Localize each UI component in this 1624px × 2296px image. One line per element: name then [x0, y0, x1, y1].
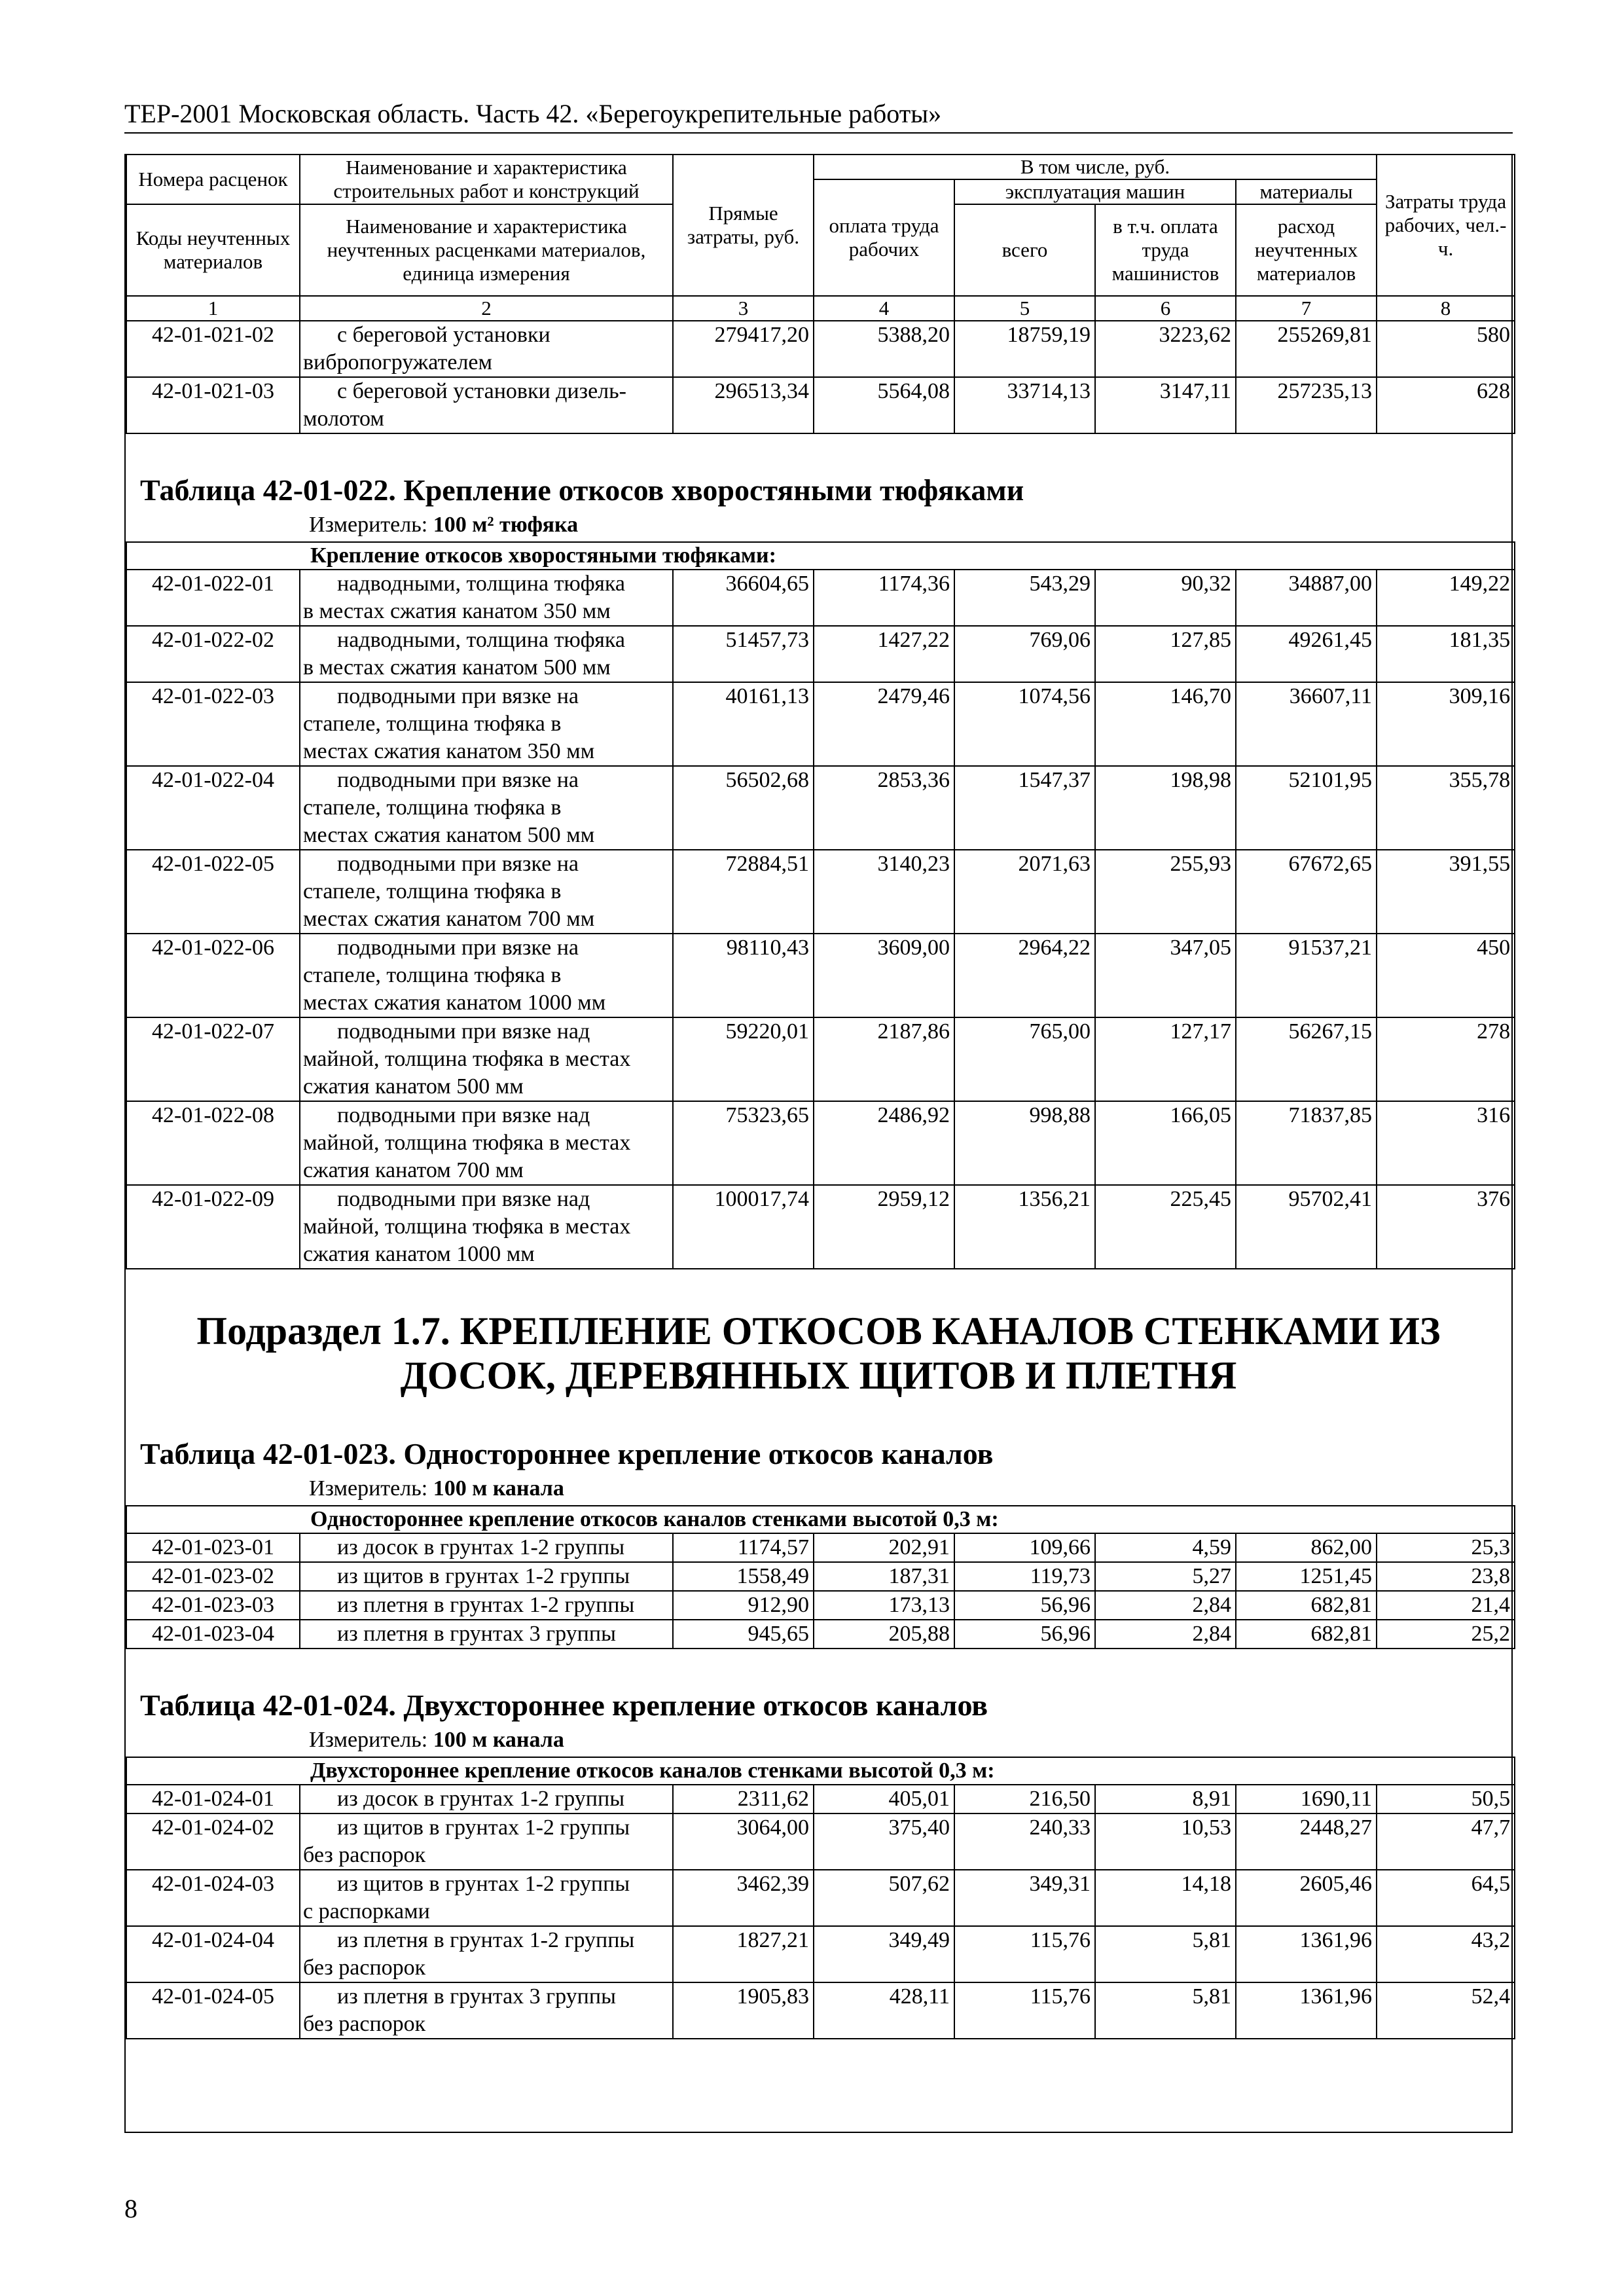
value-cell: 2959,12: [814, 1185, 954, 1269]
value-cell: 769,06: [954, 626, 1095, 682]
value-cell: 216,50: [954, 1785, 1095, 1813]
description-line: подводными при вязке на: [337, 852, 579, 876]
value-cell: 3462,39: [673, 1870, 814, 1926]
table-row: [126, 1620, 1515, 1649]
value-cell: 5388,20: [814, 321, 954, 377]
value-cell: 52,4: [1377, 1982, 1515, 2039]
description-line: подводными при вязке на: [337, 768, 579, 792]
description-line: молотом: [303, 407, 384, 431]
work-description: [300, 1533, 673, 1562]
table-row: [126, 626, 1515, 682]
col5-header: всего: [954, 204, 1095, 296]
table-024-unit: [126, 1724, 1511, 1757]
value-cell: 115,76: [954, 1926, 1095, 1982]
rate-code: 42-01-024-03: [126, 1870, 300, 1926]
value-cell: 1827,21: [673, 1926, 814, 1982]
value-cell: 1361,96: [1236, 1982, 1377, 2039]
value-cell: 945,65: [673, 1620, 814, 1649]
value-cell: 2605,46: [1236, 1870, 1377, 1926]
value-cell: 56,96: [954, 1591, 1095, 1620]
table-022-title: Таблица 42-01-022. Крепление откосов хворостяными тюфяками: [140, 473, 1024, 507]
value-cell: 1361,96: [1236, 1926, 1377, 1982]
description-line: майной, толщина тюфяка в местах: [303, 1131, 631, 1155]
description-line: из плетня в грунтах 1-2 группы: [337, 1593, 635, 1617]
work-description: [300, 682, 673, 766]
value-cell: 5,81: [1095, 1926, 1236, 1982]
value-cell: 2311,62: [673, 1785, 814, 1813]
rate-code: 42-01-022-02: [126, 626, 300, 682]
value-cell: 14,18: [1095, 1870, 1236, 1926]
rate-code: 42-01-023-04: [126, 1620, 300, 1649]
materials-header: материалы: [1236, 179, 1377, 204]
value-cell: 257235,13: [1236, 377, 1377, 433]
rate-code: 42-01-022-05: [126, 850, 300, 934]
value-cell: 296513,34: [673, 377, 814, 433]
rate-code: 42-01-023-03: [126, 1591, 300, 1620]
description-line: местах сжатия канатом 700 мм: [303, 907, 595, 931]
column-number: 2: [300, 296, 673, 321]
col2-bottom-header: Наименование и характеристика неучтенных расценками материалов, единица измерения: [300, 204, 673, 296]
value-cell: 36604,65: [673, 570, 814, 626]
table-023-group-row: Одностороннее крепление откосов каналов стенками высотой 0,3 м:: [126, 1506, 1515, 1533]
value-cell: 225,45: [1095, 1185, 1236, 1269]
value-cell: 2187,86: [814, 1017, 954, 1101]
value-cell: 8,91: [1095, 1785, 1236, 1813]
work-description: [300, 1562, 673, 1591]
value-cell: 279417,20: [673, 321, 814, 377]
work-description: [300, 1813, 673, 1870]
description-line: из досок в грунтах 1-2 группы: [337, 1787, 625, 1811]
table-row: [126, 1533, 1515, 1562]
value-cell: 10,53: [1095, 1813, 1236, 1870]
work-description: [300, 934, 673, 1017]
description-line: в местах сжатия канатом 500 мм: [303, 655, 611, 680]
value-cell: 51457,73: [673, 626, 814, 682]
value-cell: 205,88: [814, 1620, 954, 1649]
top-rows: [126, 321, 1515, 433]
work-description: [300, 626, 673, 682]
value-cell: 278: [1377, 1017, 1515, 1101]
description-line: из щитов в грунтах 1-2 группы: [337, 1872, 630, 1896]
table-022-rows: [126, 570, 1515, 1269]
value-cell: 2964,22: [954, 934, 1095, 1017]
value-cell: 349,49: [814, 1926, 954, 1982]
value-cell: 149,22: [1377, 570, 1515, 626]
value-cell: 21,4: [1377, 1591, 1515, 1620]
rate-code: 42-01-022-06: [126, 934, 300, 1017]
value-cell: 316: [1377, 1101, 1515, 1185]
description-line: стапеле, толщина тюфяка в: [303, 712, 562, 736]
unit-label: Измеритель:: [309, 1728, 428, 1752]
value-cell: 4,59: [1095, 1533, 1236, 1562]
table-row: [126, 1185, 1515, 1269]
value-cell: 36607,11: [1236, 682, 1377, 766]
unit-value: 100 м канала: [433, 1476, 564, 1501]
value-cell: 98110,43: [673, 934, 814, 1017]
work-description: [300, 1620, 673, 1649]
table-024-title: Таблица 42-01-024. Двухстороннее крепление откосов каналов: [140, 1688, 988, 1722]
description-line: с береговой установки: [337, 323, 550, 347]
table-row: [126, 1813, 1515, 1870]
value-cell: 1558,49: [673, 1562, 814, 1591]
table-row: [126, 1870, 1515, 1926]
table-row: [126, 321, 1515, 377]
description-line: без распорок: [303, 1956, 426, 1980]
table-022: [126, 541, 1515, 1269]
value-cell: 1356,21: [954, 1185, 1095, 1269]
table-023-title: Таблица 42-01-023. Одностороннее крепление откосов каналов: [140, 1437, 994, 1470]
value-cell: 202,91: [814, 1533, 954, 1562]
table-024-rows: [126, 1785, 1515, 2039]
running-title: ТЕР-2001 Московская область. Часть 42. «Берегоукрепительные работы»: [124, 99, 942, 128]
value-cell: 25,3: [1377, 1533, 1515, 1562]
description-line: из плетня в грунтах 3 группы: [337, 1984, 616, 2009]
description-line: с распорками: [303, 1899, 430, 1923]
description-line: сжатия канатом 500 мм: [303, 1074, 524, 1099]
description-line: надводными, толщина тюфяка: [337, 628, 625, 652]
value-cell: 1074,56: [954, 682, 1095, 766]
value-cell: 1690,11: [1236, 1785, 1377, 1813]
value-cell: 349,31: [954, 1870, 1095, 1926]
table-023-rows: [126, 1533, 1515, 1649]
header-rule: [124, 132, 1513, 134]
table-row: [126, 1926, 1515, 1982]
rate-code: 42-01-022-04: [126, 766, 300, 850]
table-024-group-row: Двухстороннее крепление откосов каналов стенками высотой 0,3 м:: [126, 1757, 1515, 1785]
value-cell: 71837,85: [1236, 1101, 1377, 1185]
section-title-line2: ДОСОК, ДЕРЕВЯННЫХ ЩИТОВ И ПЛЕТНЯ: [400, 1354, 1237, 1397]
value-cell: 3223,62: [1095, 321, 1236, 377]
value-cell: 2448,27: [1236, 1813, 1377, 1870]
value-cell: 391,55: [1377, 850, 1515, 934]
description-line: надводными, толщина тюфяка: [337, 572, 625, 596]
table-row: [126, 1101, 1515, 1185]
value-cell: 450: [1377, 934, 1515, 1017]
rate-code: 42-01-023-01: [126, 1533, 300, 1562]
value-cell: 543,29: [954, 570, 1095, 626]
description-line: из щитов в грунтах 1-2 группы: [337, 1815, 630, 1840]
value-cell: 127,17: [1095, 1017, 1236, 1101]
value-cell: 580: [1377, 321, 1515, 377]
rate-code: 42-01-024-04: [126, 1926, 300, 1982]
value-cell: 682,81: [1236, 1620, 1377, 1649]
description-line: без распорок: [303, 1843, 426, 1867]
column-number: 7: [1236, 296, 1377, 321]
value-cell: 187,31: [814, 1562, 954, 1591]
col2-top-header: Наименование и характеристика строительных работ и конструкций: [300, 155, 673, 204]
value-cell: 115,76: [954, 1982, 1095, 2039]
description-line: без распорок: [303, 2012, 426, 2036]
value-cell: 1905,83: [673, 1982, 814, 2039]
description-line: из плетня в грунтах 1-2 группы: [337, 1928, 635, 1952]
value-cell: 912,90: [673, 1591, 814, 1620]
value-cell: 146,70: [1095, 682, 1236, 766]
section-title: [126, 1309, 1511, 1398]
value-cell: 355,78: [1377, 766, 1515, 850]
value-cell: 2,84: [1095, 1591, 1236, 1620]
description-line: с береговой установки дизель-: [337, 379, 626, 403]
description-line: подводными при вязке над: [337, 1187, 590, 1211]
value-cell: 3140,23: [814, 850, 954, 934]
value-cell: 2071,63: [954, 850, 1095, 934]
value-cell: 72884,51: [673, 850, 814, 934]
page-number: 8: [124, 2194, 137, 2223]
value-cell: 428,11: [814, 1982, 954, 2039]
section-title-line1: Подраздел 1.7. КРЕПЛЕНИЕ ОТКОСОВ КАНАЛОВ СТЕНКАМИ ИЗ: [196, 1309, 1441, 1353]
table-row: [126, 850, 1515, 934]
value-cell: 2479,46: [814, 682, 954, 766]
rate-code: 42-01-022-07: [126, 1017, 300, 1101]
column-number: 4: [814, 296, 954, 321]
table-row: [126, 377, 1515, 433]
value-cell: 1427,22: [814, 626, 954, 682]
description-line: из досок в грунтах 1-2 группы: [337, 1535, 625, 1559]
value-cell: 56267,15: [1236, 1017, 1377, 1101]
value-cell: 347,05: [1095, 934, 1236, 1017]
machines-header: эксплуатация машин: [954, 179, 1236, 204]
table-row: [126, 570, 1515, 626]
value-cell: 23,8: [1377, 1562, 1515, 1591]
col1-top-header: Номера расценок: [126, 155, 300, 204]
value-cell: 75323,65: [673, 1101, 814, 1185]
work-description: [300, 1926, 673, 1982]
table-023-unit: [126, 1472, 1511, 1505]
value-cell: 682,81: [1236, 1591, 1377, 1620]
main-header-table: [126, 154, 1515, 434]
value-cell: 765,00: [954, 1017, 1095, 1101]
value-cell: 119,73: [954, 1562, 1095, 1591]
value-cell: 181,35: [1377, 626, 1515, 682]
value-cell: 5564,08: [814, 377, 954, 433]
table-row: [126, 1562, 1515, 1591]
col6-header: в т.ч. оплата труда машинистов: [1095, 204, 1236, 296]
col7-header: расход неучтенных материалов: [1236, 204, 1377, 296]
work-description: [300, 1870, 673, 1926]
value-cell: 255269,81: [1236, 321, 1377, 377]
value-cell: 56502,68: [673, 766, 814, 850]
value-cell: 33714,13: [954, 377, 1095, 433]
value-cell: 47,7: [1377, 1813, 1515, 1870]
work-description: [300, 1185, 673, 1269]
value-cell: 3609,00: [814, 934, 954, 1017]
description-line: подводными при вязке на: [337, 684, 579, 708]
description-line: подводными при вязке над: [337, 1019, 590, 1044]
description-line: стапеле, толщина тюфяка в: [303, 963, 562, 987]
work-description: [300, 1017, 673, 1101]
work-description: [300, 570, 673, 626]
value-cell: 91537,21: [1236, 934, 1377, 1017]
value-cell: 375,40: [814, 1813, 954, 1870]
value-cell: 18759,19: [954, 321, 1095, 377]
column-number: 3: [673, 296, 814, 321]
value-cell: 998,88: [954, 1101, 1095, 1185]
group-header: В том числе, руб.: [814, 155, 1377, 179]
description-line: местах сжатия канатом 350 мм: [303, 739, 595, 763]
value-cell: 49261,45: [1236, 626, 1377, 682]
work-description: [300, 1982, 673, 2039]
value-cell: 67672,65: [1236, 850, 1377, 934]
table-row: [126, 934, 1515, 1017]
col1-bottom-header: Коды неучтенных материалов: [126, 204, 300, 296]
description-line: в местах сжатия канатом 350 мм: [303, 599, 611, 623]
rate-code: 42-01-024-05: [126, 1982, 300, 2039]
rate-code: 42-01-024-01: [126, 1785, 300, 1813]
table-row: [126, 1982, 1515, 2039]
value-cell: 405,01: [814, 1785, 954, 1813]
description-line: майной, толщина тюфяка в местах: [303, 1214, 631, 1239]
value-cell: 109,66: [954, 1533, 1095, 1562]
value-cell: 5,27: [1095, 1562, 1236, 1591]
work-description: [300, 377, 673, 433]
description-line: подводными при вязке на: [337, 936, 579, 960]
col8-header: Затраты труда рабочих, чел.-ч.: [1377, 155, 1515, 296]
unit-value: 100 м² тюфяка: [433, 513, 579, 537]
column-numbers-row: [126, 296, 1515, 321]
description-line: из щитов в грунтах 1-2 группы: [337, 1564, 630, 1588]
value-cell: 309,16: [1377, 682, 1515, 766]
value-cell: 127,85: [1095, 626, 1236, 682]
value-cell: 255,93: [1095, 850, 1236, 934]
table-023: [126, 1505, 1515, 1649]
col3-header: Прямые затраты, руб.: [673, 155, 814, 296]
column-number: 5: [954, 296, 1095, 321]
value-cell: 64,5: [1377, 1870, 1515, 1926]
work-description: [300, 850, 673, 934]
table-022-group-row: Крепление откосов хворостяными тюфяками:: [126, 542, 1515, 570]
value-cell: 40161,13: [673, 682, 814, 766]
value-cell: 1547,37: [954, 766, 1095, 850]
value-cell: 5,81: [1095, 1982, 1236, 2039]
table-row: [126, 766, 1515, 850]
description-line: стапеле, толщина тюфяка в: [303, 795, 562, 820]
value-cell: 1174,36: [814, 570, 954, 626]
table-022-unit: [126, 509, 1511, 541]
table-row: [126, 1591, 1515, 1620]
value-cell: 3147,11: [1095, 377, 1236, 433]
rate-code: 42-01-024-02: [126, 1813, 300, 1870]
rate-code: 42-01-022-01: [126, 570, 300, 626]
column-number: 1: [126, 296, 300, 321]
table-024: [126, 1757, 1515, 2039]
value-cell: 90,32: [1095, 570, 1236, 626]
description-line: сжатия канатом 1000 мм: [303, 1242, 535, 1266]
value-cell: 25,2: [1377, 1620, 1515, 1649]
rate-code: 42-01-022-08: [126, 1101, 300, 1185]
description-line: местах сжатия канатом 1000 мм: [303, 991, 606, 1015]
description-line: подводными при вязке над: [337, 1103, 590, 1127]
value-cell: 43,2: [1377, 1926, 1515, 1982]
description-line: вибропогружателем: [303, 350, 493, 374]
unit-label: Измеритель:: [309, 513, 428, 537]
value-cell: 1174,57: [673, 1533, 814, 1562]
value-cell: 173,13: [814, 1591, 954, 1620]
value-cell: 628: [1377, 377, 1515, 433]
work-description: [300, 321, 673, 377]
work-description: [300, 1101, 673, 1185]
description-line: сжатия канатом 700 мм: [303, 1158, 524, 1182]
work-description: [300, 1785, 673, 1813]
value-cell: 376: [1377, 1185, 1515, 1269]
value-cell: 166,05: [1095, 1101, 1236, 1185]
description-line: из плетня в грунтах 3 группы: [337, 1622, 616, 1646]
value-cell: 34887,00: [1236, 570, 1377, 626]
column-number: 8: [1377, 296, 1515, 321]
rate-code: 42-01-022-03: [126, 682, 300, 766]
value-cell: 56,96: [954, 1620, 1095, 1649]
value-cell: 50,5: [1377, 1785, 1515, 1813]
value-cell: 100017,74: [673, 1185, 814, 1269]
column-number: 6: [1095, 296, 1236, 321]
value-cell: 59220,01: [673, 1017, 814, 1101]
table-row: [126, 1785, 1515, 1813]
value-cell: 198,98: [1095, 766, 1236, 850]
description-line: майной, толщина тюфяка в местах: [303, 1047, 631, 1071]
description-line: стапеле, толщина тюфяка в: [303, 879, 562, 903]
table-row: [126, 682, 1515, 766]
unit-value: 100 м канала: [433, 1728, 564, 1752]
rate-code: 42-01-022-09: [126, 1185, 300, 1269]
value-cell: 2,84: [1095, 1620, 1236, 1649]
col4-header: оплата труда рабочих: [814, 179, 954, 296]
description-line: местах сжатия канатом 500 мм: [303, 823, 595, 847]
value-cell: 862,00: [1236, 1533, 1377, 1562]
value-cell: 52101,95: [1236, 766, 1377, 850]
value-cell: 1251,45: [1236, 1562, 1377, 1591]
value-cell: 507,62: [814, 1870, 954, 1926]
work-description: [300, 766, 673, 850]
value-cell: 3064,00: [673, 1813, 814, 1870]
rate-code: 42-01-021-02: [126, 321, 300, 377]
page-frame: [124, 154, 1513, 2133]
value-cell: 2853,36: [814, 766, 954, 850]
value-cell: 2486,92: [814, 1101, 954, 1185]
work-description: [300, 1591, 673, 1620]
value-cell: 95702,41: [1236, 1185, 1377, 1269]
table-row: [126, 1017, 1515, 1101]
rate-code: 42-01-023-02: [126, 1562, 300, 1591]
unit-label: Измеритель:: [309, 1476, 428, 1501]
value-cell: 240,33: [954, 1813, 1095, 1870]
rate-code: 42-01-021-03: [126, 377, 300, 433]
